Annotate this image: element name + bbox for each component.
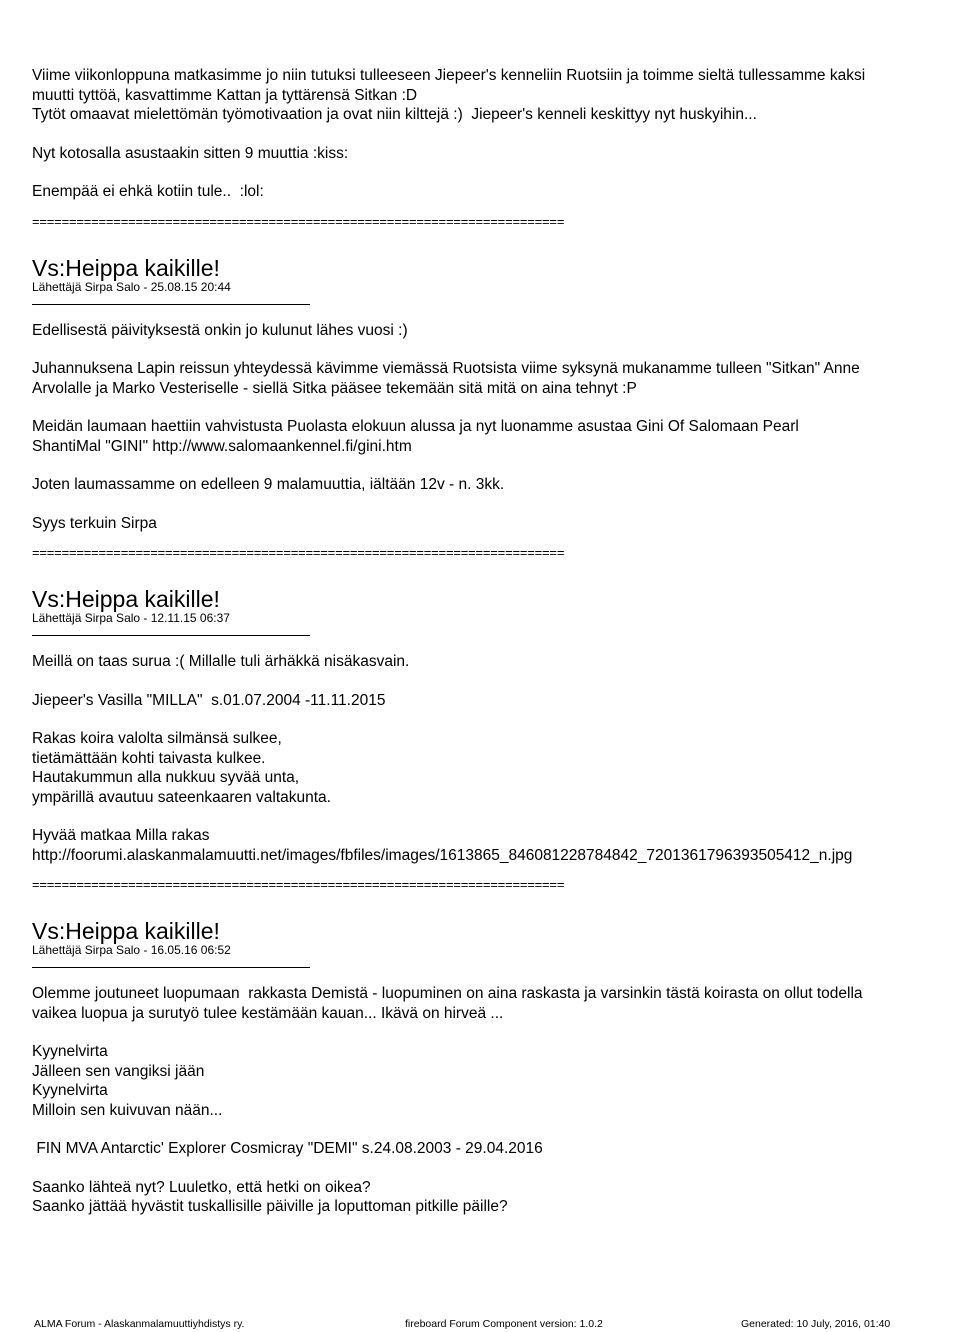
post-paragraph: Jiepeer's Vasilla "MILLA" s.01.07.2004 -11.11.2015	[32, 691, 386, 709]
post-title: Vs:Heippa kaikille!	[32, 586, 220, 612]
intro-line-1: Viime viikonloppuna matkasimme jo niin tutuksi tulleeseen Jiepeer's kenneliin Ruotsiin ja toimme sieltä tullessamme kaksi	[32, 67, 866, 84]
post-meta: Lähettäjä Sirpa Salo - 16.05.16 06:52	[32, 943, 231, 957]
post-separator: ========================================================================	[32, 877, 565, 892]
post-title: Vs:Heippa kaikille!	[32, 254, 220, 281]
post-paragraph: Saanko lähteä nyt? Luuletko, että hetki on oikea? Saanko jättää hyvästit tuskallisille päiville ja loputtoman pitkille päille?	[32, 1178, 508, 1215]
post-paragraph: Meillä on taas surua :( Millalle tuli ärhäkkä nisäkasvain.	[32, 653, 410, 670]
intro-paragraph-2: Nyt kotosalla asustaakin sitten 9 muuttia :kiss:	[32, 144, 349, 162]
footer-component-version: fireboard Forum Component version: 1.0.2	[405, 1318, 603, 1330]
post-paragraph: Syys terkuin Sirpa	[32, 514, 157, 532]
intro-line-2: muutti tyttöä, kasvattimme Kattan ja tyttärensä Sitkan :D	[32, 86, 418, 104]
post-paragraph: Juhannuksena Lapin reissun yhteydessä kävimme viemässä Ruotsista viime syksynä mukanamme tulleen "Sitkan" Anne Arvolalle ja Marko Vesteriselle - siellä Sitka pääsee tekemään sitä mitä on aina tehnyt :P	[32, 360, 860, 397]
post-paragraph: Meidän laumaan haettiin vahvistusta Puolasta elokuun alussa ja nyt luonamme asustaa Gini Of Salomaan Pearl ShantiMal "GINI" http://www.salomaankennel.fi/gini.htm	[32, 418, 799, 455]
post-paragraph: Olemme joutuneet luopumaan rakkasta Demistä - luopuminen on aina raskasta ja varsinkin tästä koirasta on ollut todella vaikea luopua ja surutyö tulee kestämään kauan... Ikävä on hirveä ...	[32, 985, 863, 1022]
post-paragraph: Joten laumassamme on edelleen 9 malamuuttia, iältään 12v - n. 3kk.	[32, 476, 505, 493]
post-paragraph: Edellisestä päivityksestä onkin jo kulunut lähes vuosi :)	[32, 321, 408, 339]
post-paragraph: FIN MVA Antarctic' Explorer Cosmicray "DEMI" s.24.08.2003 - 29.04.2016	[32, 1140, 543, 1157]
post-meta: Lähettäjä Sirpa Salo - 25.08.15 20:44	[32, 279, 231, 294]
footer-generated-date: Generated: 10 July, 2016, 01:40	[741, 1318, 891, 1330]
post-poem: Rakas koira valolta silmänsä sulkee, tietämättään kohti taivasta kulkee. Hautakummun alla nukkuu syvää unta, ympärillä avautuu sateenkaaren valtakunta.	[32, 730, 331, 806]
post-title: Vs:Heippa kaikille!	[32, 918, 220, 944]
forum-export-page	[32, 66, 942, 1217]
post-paragraph: Hyvää matkaa Milla rakas http://foorumi.alaskanmalamuutti.net/images/fbfiles/images/1613865_846081228784842_7201361796393505412_n.jpg	[32, 827, 853, 864]
post-poem: Kyynelvirta Jälleen sen vangiksi jään Kyynelvirta Milloin sen kuivuvan nään...	[32, 1043, 223, 1119]
post-separator: ========================================================================	[32, 545, 565, 560]
intro-paragraph-3: Enempää ei ehkä kotiin tule.. :lol:	[32, 183, 264, 200]
intro-line-3: Tytöt omaavat mielettömän työmotivaation ja ovat niin kilttejä :) Jiepeer's kenneli keskittyy nyt huskyihin...	[32, 106, 757, 123]
post-meta: Lähettäjä Sirpa Salo - 12.11.15 06:37	[32, 611, 230, 625]
footer-site-name: ALMA Forum - Alaskanmalamuuttiyhdistys ry.	[34, 1318, 245, 1330]
post-separator: ========================================================================	[32, 213, 565, 229]
